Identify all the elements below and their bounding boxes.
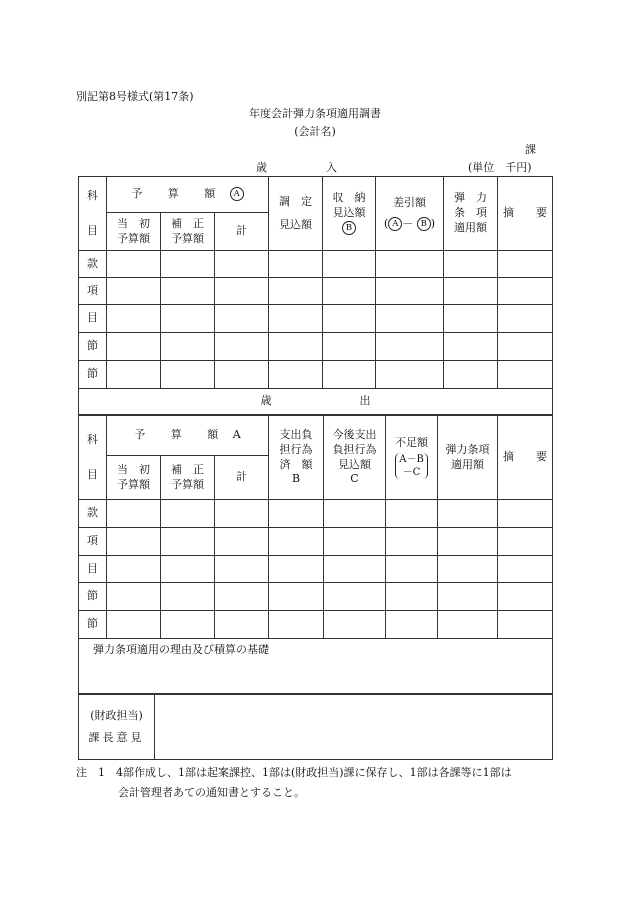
revenue-table (78, 176, 553, 415)
revenue-heading-2: 入 (326, 161, 337, 174)
form-number: 別記第8号様式(第17条) (76, 90, 194, 103)
opinion-table (78, 693, 553, 760)
document-title: 年度会計弾力条項適用調書 (249, 107, 381, 120)
revenue-col-hoseyo: 補 正 予算額 (161, 213, 215, 251)
opinion-label-1: (財政担当) (90, 708, 143, 722)
expenditure-row-setsu-1: 節 (79, 583, 107, 611)
fusoku-formula-bracket: A－B －C (395, 453, 428, 479)
expenditure-col-kei: 計 (215, 456, 269, 500)
unit-label: (単位 千円) (468, 161, 532, 174)
expenditure-col-fusoku: 不足額 A－B －C (386, 416, 438, 500)
expenditure-heading: 歳 出 (79, 389, 553, 415)
department-label: 課 (525, 143, 536, 156)
expenditure-col-tekiyo: 摘 要 (498, 416, 553, 500)
expenditure-col-kamoku: 科 目 (79, 416, 107, 500)
circled-a-mark: A (230, 187, 244, 201)
expenditure-col-danryoku: 弾力条項 適用額 (438, 416, 498, 500)
revenue-col-kei: 計 (215, 213, 269, 251)
expenditure-row-setsu-2: 節 (79, 611, 107, 639)
expenditure-col-hoseyo: 補 正 予算額 (161, 456, 215, 500)
revenue-row-kou: 項 (79, 278, 107, 305)
revenue-col-tekiyo: 摘 要 (498, 177, 553, 251)
revenue-col-danryoku: 弾 力 条 項 適用額 (444, 177, 498, 251)
revenue-col-chotei: 調 定 見込額 (269, 177, 323, 251)
revenue-row-kan: 款 (79, 251, 107, 278)
reason-label: 弾力条項適用の理由及び積算の基礎 (93, 643, 269, 656)
expenditure-row-kou: 項 (79, 528, 107, 556)
revenue-col-sabiki: 差引額 ( A － B ) (376, 177, 444, 251)
revenue-row-setsu-1: 節 (79, 333, 107, 361)
revenue-col-shuno: 収 納 見込額 B (323, 177, 376, 251)
reason-box (79, 639, 553, 695)
expenditure-col-yosan: 予 算 額 A (107, 416, 269, 456)
accounting-name: (会計名) (294, 125, 336, 138)
expenditure-row-kan: 款 (79, 500, 107, 528)
circled-b-mark: B (342, 221, 356, 235)
opinion-label-cell (79, 694, 155, 760)
expenditure-row-moku: 目 (79, 556, 107, 583)
expenditure-col-toushoyo: 当 初 予算額 (107, 456, 161, 500)
revenue-heading-1: 歳 (256, 161, 267, 174)
note-line-1: 注 1 4部作成し、1部は起案課控、1部は(財政担当)課に保存し、1部は各課等に1部は (76, 766, 512, 779)
expenditure-table (78, 415, 553, 695)
revenue-col-toushoyo: 当 初 予算額 (107, 213, 161, 251)
expenditure-col-shishutsu: 支出負 担行為 済 額 B (269, 416, 324, 500)
opinion-field[interactable] (155, 694, 553, 760)
expenditure-col-kongo: 今後支出 負担行為 見込額 C (324, 416, 386, 500)
note-line-2: 会計管理者あての通知書とすること。 (118, 786, 305, 799)
revenue-row-moku: 目 (79, 305, 107, 333)
opinion-label-2: 課長意見 (88, 730, 145, 744)
revenue-col-yosan: 予 算 額 A (107, 177, 269, 213)
revenue-row-setsu-2: 節 (79, 361, 107, 389)
revenue-col-kamoku: 科 目 (79, 177, 107, 251)
